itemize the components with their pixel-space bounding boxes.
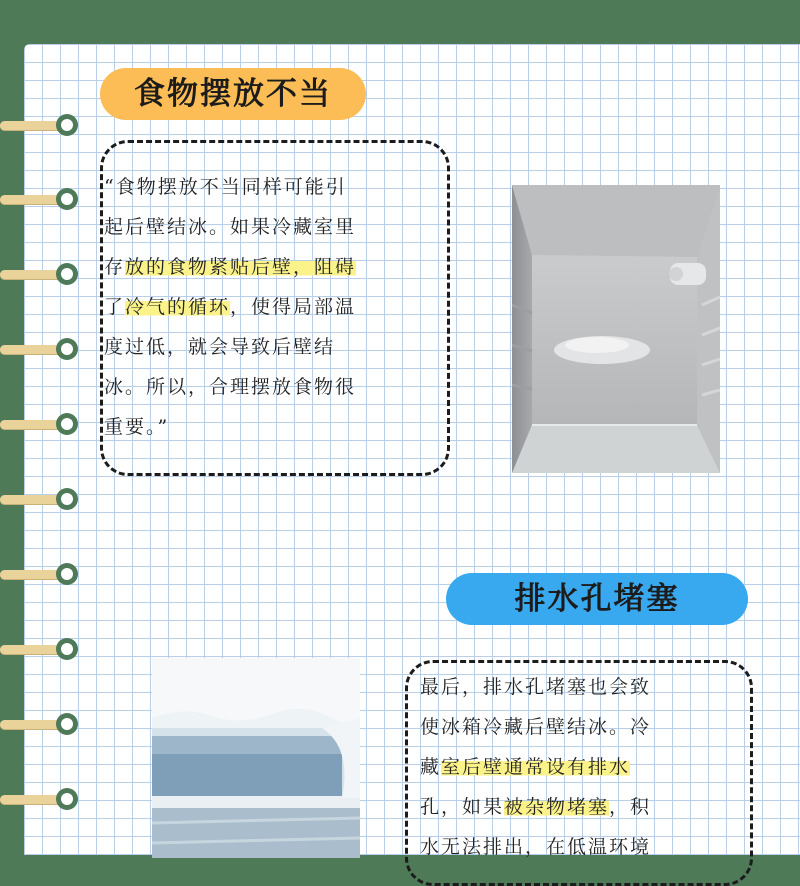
- highlighted-text: 冷气的循环: [125, 296, 231, 318]
- paragraph-line: 孔，如果被杂物堵塞，积: [420, 796, 652, 818]
- binder-ring: [0, 486, 78, 512]
- paragraph-line: 最后，排水孔堵塞也会致: [420, 676, 652, 698]
- paragraph-line: 存放的食物紧贴后壁，阻碍: [104, 256, 357, 278]
- binder-ring: [0, 786, 78, 812]
- paragraph-line: 重要。”: [104, 416, 170, 438]
- highlighted-text: 被杂物堵塞: [504, 796, 610, 818]
- paragraph-line: 水无法排出，在低温环境: [420, 836, 652, 858]
- paragraph-line: 藏室后壁通常设有排水: [420, 756, 631, 778]
- paragraph-improper-placement: [104, 167, 434, 447]
- paragraph-line: “食物摆放不当同样可能引: [104, 176, 347, 198]
- paragraph-line: 度过低，就会导致后壁结: [104, 336, 336, 358]
- section-title-improper-placement: 食物摆放不当: [100, 68, 366, 120]
- binder-ring: [0, 336, 78, 362]
- frosted-freezer-photo: [152, 658, 360, 858]
- binder-ring: [0, 636, 78, 662]
- highlighted-text: 放的食物紧贴后壁，阻碍: [125, 256, 357, 278]
- paragraph-line: 了冷气的循环，使得局部温: [104, 296, 357, 318]
- binder-ring: [0, 411, 78, 437]
- paragraph-line: 起后壁结冰。如果冷藏室里: [104, 216, 357, 238]
- section-title-drain-blocked: 排水孔堵塞: [446, 573, 748, 625]
- fridge-interior-photo: [512, 185, 720, 473]
- binder-ring: [0, 186, 78, 212]
- binder-ring: [0, 711, 78, 737]
- paragraph-line: 使冰箱冷藏后壁结冰。冷: [420, 716, 652, 738]
- paragraph-drain-blocked: [420, 667, 740, 867]
- paragraph-line: 冰。所以，合理摆放食物很: [104, 376, 357, 398]
- binder-ring: [0, 261, 78, 287]
- binder-ring: [0, 561, 78, 587]
- highlighted-text: 室后壁通常设有排水: [441, 756, 631, 778]
- binder-ring: [0, 112, 78, 138]
